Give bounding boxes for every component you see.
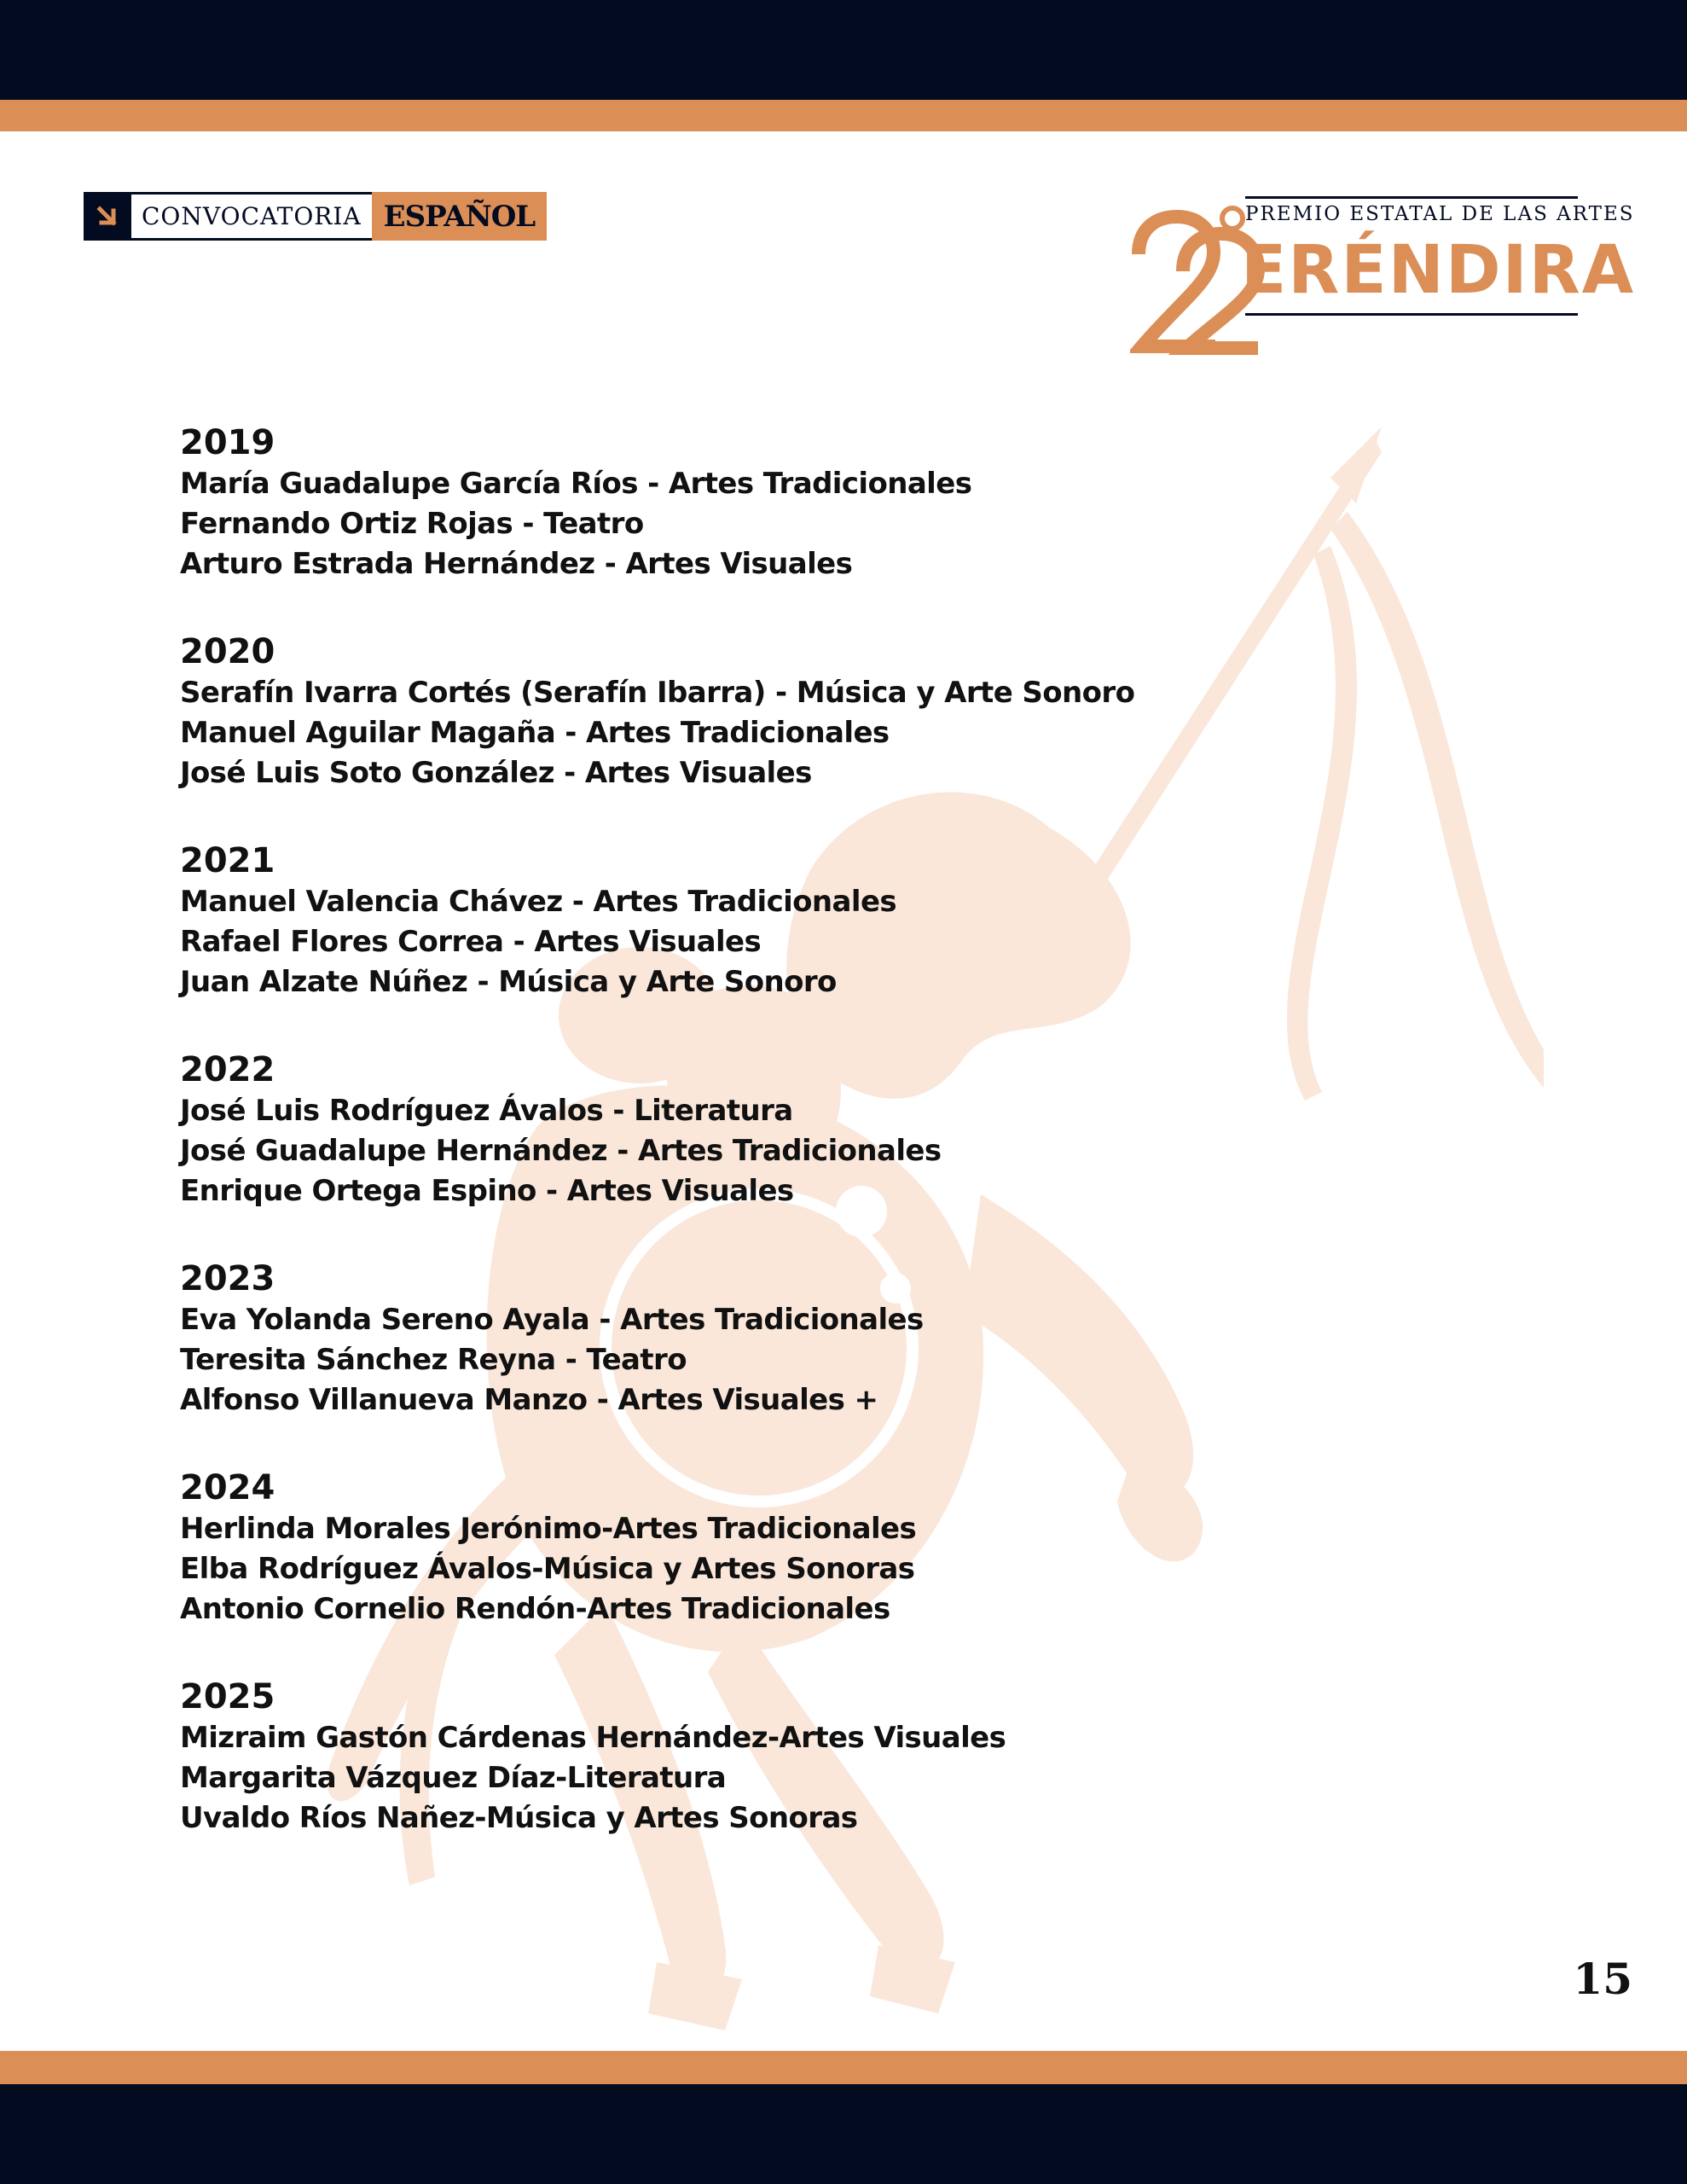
year-block-2019 <box>180 421 1289 584</box>
winner-entry: Uvaldo Ríos Nañez-Música y Artes Sonoras <box>180 1801 858 1835</box>
winner-entry: José Guadalupe Hernández - Artes Tradicionales <box>180 1134 942 1168</box>
year-heading: 2025 <box>180 1677 275 1716</box>
winner-entry: Eva Yolanda Sereno Ayala - Artes Tradicionales <box>180 1303 924 1337</box>
year-block-2020 <box>180 630 1289 793</box>
winner-entry: Antonio Cornelio Rendón-Artes Tradicionales <box>180 1592 890 1626</box>
year-block-2024 <box>180 1467 1289 1629</box>
arrow-down-right-icon <box>84 192 131 241</box>
winner-entry: Herlinda Morales Jerónimo-Artes Tradicionales <box>180 1512 917 1546</box>
year-heading: 2020 <box>180 632 275 671</box>
logo-bottom-rule <box>1245 313 1578 316</box>
winner-entry: Serafín Ivarra Cortés (Serafín Ibarra) - Música y Arte Sonoro <box>180 676 1135 710</box>
winner-entry: Rafael Flores Correa - Artes Visuales <box>180 925 762 959</box>
page-number: 15 <box>1573 1954 1632 2004</box>
year-block-2021 <box>180 839 1289 1002</box>
tag-language: ESPAÑOL <box>372 192 548 241</box>
bottom-navy-band <box>0 2084 1687 2184</box>
year-heading: 2022 <box>180 1050 275 1089</box>
convocatoria-language-tag <box>84 192 547 241</box>
winner-entry: Manuel Valencia Chávez - Artes Tradicionales <box>180 885 897 919</box>
logo-top-rule <box>1245 196 1578 199</box>
winner-entry: José Luis Rodríguez Ávalos - Literatura <box>180 1094 793 1128</box>
tag-label: CONVOCATORIA <box>131 192 372 241</box>
winner-entry: Arturo Estrada Hernández - Artes Visuales <box>180 547 853 581</box>
logo-premio-title: PREMIO ESTATAL DE LAS ARTES <box>1245 203 1635 225</box>
bottom-accent-stripe <box>0 2051 1687 2084</box>
year-heading: 2021 <box>180 841 275 880</box>
winner-entry: Alfonso Villanueva Manzo - Artes Visuales + <box>180 1383 878 1417</box>
winner-entry: Teresita Sánchez Reyna - Teatro <box>180 1343 687 1377</box>
winner-entry: Mizraim Gastón Cárdenas Hernández-Artes Visuales <box>180 1721 1006 1755</box>
top-navy-band <box>0 0 1687 100</box>
year-block-2025 <box>180 1676 1289 1838</box>
winner-entry: Enrique Ortega Espino - Artes Visuales <box>180 1174 794 1208</box>
year-block-2022 <box>180 1048 1289 1211</box>
winner-entry: María Guadalupe García Ríos - Artes Tradicionales <box>180 467 972 501</box>
winners-list <box>180 421 1289 1885</box>
winner-entry: Elba Rodríguez Ávalos-Música y Artes Sonoras <box>180 1552 915 1586</box>
logo-erendira-title: ERÉNDIRA <box>1241 232 1636 309</box>
winner-entry: Fernando Ortiz Rojas - Teatro <box>180 507 644 541</box>
winner-entry: Juan Alzate Núñez - Música y Arte Sonoro <box>180 965 837 999</box>
year-heading: 2023 <box>180 1259 275 1298</box>
year-heading: 2019 <box>180 423 275 462</box>
winner-entry: Manuel Aguilar Magaña - Artes Tradicionales <box>180 716 890 750</box>
year-heading: 2024 <box>180 1468 275 1507</box>
top-accent-stripe <box>0 100 1687 131</box>
winner-entry: José Luis Soto González - Artes Visuales <box>180 756 812 790</box>
winner-entry: Margarita Vázquez Díaz-Literatura <box>180 1761 727 1795</box>
year-block-2023 <box>180 1258 1289 1420</box>
